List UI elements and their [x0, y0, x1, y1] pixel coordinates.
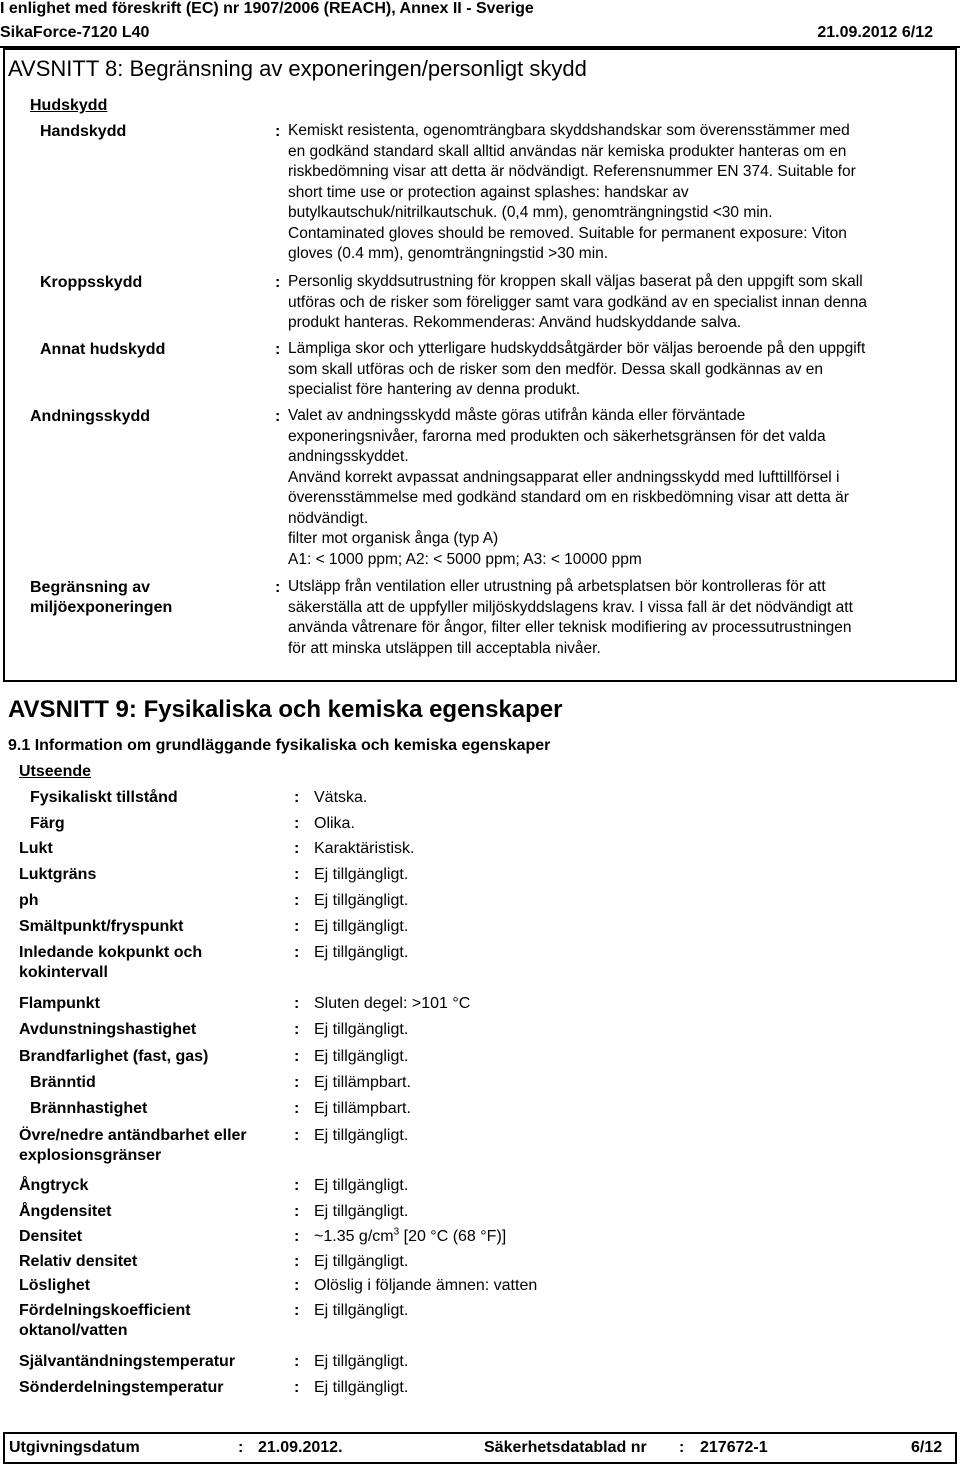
date-page: 21.09.2012 6/12 — [817, 24, 933, 41]
text-line: använda våtrenare för ångor, filter eller teknisk modifiering av processutrustningen — [288, 619, 852, 636]
text-line: exponeringsnivåer, farorna med produkten och säkerhetsgränsen för det valda — [288, 427, 826, 445]
environmental-exposure-text — [288, 577, 853, 659]
prop-value-evaporation-rate: Ej tillgängligt. — [314, 1021, 409, 1038]
prop-label-color: Färg — [30, 815, 65, 832]
label-other-skin-protection: Annat hudskydd — [40, 341, 166, 358]
text-line: en godkänd standard skall alltid användas när kemiska produkter hanteras om en — [288, 142, 847, 160]
label-respiratory-protection: Andningsskydd — [30, 408, 151, 425]
prop-value-flammability: Ej tillgängligt. — [314, 1048, 409, 1065]
prop-value-odor-threshold: Ej tillgängligt. — [314, 866, 409, 883]
prop-value-physical-state: Vätska. — [314, 789, 368, 806]
label-line: Fördelningskoefficient — [19, 1302, 191, 1319]
colon: : — [275, 579, 281, 596]
text-line: filter mot organisk ånga (typ A) — [288, 530, 499, 547]
colon: : — [294, 1177, 300, 1194]
colon: : — [275, 123, 281, 140]
colon: : — [294, 789, 300, 806]
text-line: gloves (0.4 mm), genomträngningstid >30 min. — [288, 245, 609, 262]
prop-value-relative-density: Ej tillgängligt. — [314, 1253, 409, 1270]
prop-label-solubility: Löslighet — [19, 1277, 91, 1294]
label-line: Begränsning av — [30, 579, 151, 596]
prop-label-autoignition-temperature: Självantändningstemperatur — [19, 1353, 236, 1370]
footer-issue-label: Utgivningsdatum — [9, 1439, 140, 1456]
text-line: utföras och de risker som föreligger samt vara godkänd av en specialist innan denna — [288, 293, 867, 311]
prop-value-vapor-density: Ej tillgängligt. — [314, 1203, 409, 1220]
prop-label-explosion-limits — [19, 1126, 247, 1166]
hand-protection-text — [288, 121, 856, 265]
colon: : — [294, 918, 300, 935]
prop-value-boiling-point: Ej tillgängligt. — [314, 944, 409, 961]
colon: : — [294, 1100, 300, 1117]
colon: : — [679, 1439, 685, 1456]
appearance-heading: Utseende — [19, 763, 92, 780]
footer-page: 6/12 — [911, 1439, 943, 1456]
colon: : — [275, 408, 281, 425]
body-protection-text — [288, 272, 867, 334]
colon: : — [294, 944, 300, 961]
respiratory-protection-text — [288, 406, 849, 570]
label-line: Inledande kokpunkt och — [19, 944, 203, 961]
prop-value-vapor-pressure: Ej tillgängligt. — [314, 1177, 409, 1194]
prop-label-odor: Lukt — [19, 840, 53, 857]
prop-value-density — [314, 1227, 506, 1247]
colon: : — [294, 1074, 300, 1091]
document-header — [0, 0, 960, 46]
prop-label-melting-point: Smältpunkt/fryspunkt — [19, 918, 184, 935]
section9-subtitle: 9.1 Information om grundläggande fysikaliska och kemiska egenskaper — [8, 737, 551, 754]
footer-box — [3, 1432, 957, 1464]
prop-value-color: Olika. — [314, 815, 355, 832]
prop-label-vapor-density: Ångdensitet — [19, 1203, 112, 1220]
label-line: Övre/nedre antändbarhet eller — [19, 1127, 247, 1144]
text-line: short time use or protection against splashes: handskar av — [288, 183, 689, 201]
colon: : — [294, 815, 300, 832]
colon: : — [294, 1379, 300, 1396]
prop-value-burn-time: Ej tillämpbart. — [314, 1074, 411, 1091]
colon: : — [294, 1353, 300, 1370]
label-line: oktanol/vatten — [19, 1322, 128, 1339]
footer-sds-label: Säkerhetsdatablad nr — [484, 1439, 647, 1456]
section8-title: AVSNITT 8: Begränsning av exponeringen/personligt skydd — [8, 56, 587, 81]
section9-title: AVSNITT 9: Fysikaliska och kemiska egenskaper — [8, 696, 563, 723]
prop-label-odor-threshold: Luktgräns — [19, 866, 97, 883]
text-line: A1: < 1000 ppm; A2: < 5000 ppm; A3: < 10000 ppm — [288, 550, 642, 568]
text-line: som skall utföras och de risker som den medför. Dessa skall godkännas av en — [288, 360, 824, 378]
density-conditions: [20 °C (68 °F)] — [399, 1228, 507, 1245]
prop-label-evaporation-rate: Avdunstningshastighet — [19, 1021, 197, 1038]
text-line: överensstämmelse med godkänd standard om en riskbedömning visar att detta är — [288, 489, 849, 506]
text-line: produkt hanteras. Rekommenderas: Använd hudskyddande salva. — [288, 314, 742, 331]
prop-value-decomposition-temperature: Ej tillgängligt. — [314, 1379, 409, 1396]
text-line: riskbedömning visar att detta är nödvändigt. Referensnummer EN 374. Suitable for — [288, 163, 856, 180]
text-line: Lämpliga skor och ytterligare hudskyddsåtgärder bör väljas beroende på den uppgift — [288, 340, 866, 357]
colon: : — [294, 892, 300, 909]
prop-label-flash-point: Flampunkt — [19, 995, 100, 1012]
footer-issue-date: 21.09.2012. — [258, 1439, 343, 1456]
label-line: explosionsgränser — [19, 1147, 162, 1164]
prop-value-explosion-limits: Ej tillgängligt. — [314, 1127, 409, 1144]
colon: : — [294, 1048, 300, 1065]
text-line: specialist före hantering av denna produkt. — [288, 381, 581, 398]
colon: : — [294, 866, 300, 883]
prop-value-partition-coefficient: Ej tillgängligt. — [314, 1302, 409, 1319]
label-body-protection: Kroppsskydd — [40, 274, 143, 291]
prop-label-decomposition-temperature: Sönderdelningstemperatur — [19, 1379, 224, 1396]
text-line: butylkautschuk/nitrilkautschuk. (0,4 mm), genomträngningstid <30 min. — [288, 204, 773, 221]
text-line: Kemiskt resistenta, ogenomträngbara skyddshandskar som överensstämmer med — [288, 122, 850, 139]
product-name: SikaForce-7120 L40 — [0, 24, 150, 41]
colon: : — [294, 1253, 300, 1270]
prop-label-flammability: Brandfarlighet (fast, gas) — [19, 1048, 209, 1065]
colon: : — [294, 1302, 300, 1319]
text-line: nödvändigt. — [288, 509, 369, 527]
prop-label-burn-rate: Brännhastighet — [30, 1100, 148, 1117]
colon: : — [275, 274, 281, 291]
prop-label-partition-coefficient — [19, 1301, 191, 1341]
prop-label-boiling-point — [19, 943, 202, 983]
label-environmental-exposure — [30, 578, 172, 618]
prop-value-flash-point: Sluten degel: >101 °C — [314, 995, 471, 1012]
label-line: kokintervall — [19, 964, 108, 981]
prop-value-melting-point: Ej tillgängligt. — [314, 918, 409, 935]
density-exponent: 3 — [393, 1226, 400, 1238]
text-line: Valet av andningsskydd måste göras utifrån kända eller förväntade — [288, 407, 746, 424]
colon: : — [238, 1439, 244, 1456]
colon: : — [294, 1127, 300, 1144]
text-line: Contaminated gloves should be removed. Suitable for permanent exposure: Viton — [288, 224, 847, 242]
prop-label-vapor-pressure: Ångtryck — [19, 1177, 89, 1194]
density-value: ~1.35 g/cm — [314, 1228, 394, 1245]
text-line: Använd korrekt avpassat andningsapparat eller andningsskydd med lufttillförsel i — [288, 468, 840, 486]
colon: : — [294, 1277, 300, 1294]
prop-value-autoignition-temperature: Ej tillgängligt. — [314, 1353, 409, 1370]
colon: : — [294, 840, 300, 857]
colon: : — [294, 1021, 300, 1038]
footer-sds-number: 217672-1 — [700, 1439, 768, 1456]
text-line: säkerställa att de uppfyller miljöskyddslagens krav. I vissa fall är det nödvändigt att — [288, 598, 853, 616]
colon: : — [294, 995, 300, 1012]
prop-label-burn-time: Bränntid — [30, 1074, 96, 1091]
text-line: andningsskyddet. — [288, 448, 409, 465]
prop-label-density: Densitet — [19, 1228, 83, 1245]
prop-value-ph: Ej tillgängligt. — [314, 892, 409, 909]
prop-label-ph: ph — [19, 892, 39, 909]
prop-label-physical-state: Fysikaliskt tillstånd — [30, 789, 178, 806]
label-line: miljöexponeringen — [30, 599, 173, 616]
regulation-line: I enlighet med föreskrift (EC) nr 1907/2006 (REACH), Annex II - Sverige — [0, 0, 534, 17]
skin-protection-heading: Hudskydd — [30, 97, 108, 114]
product-line — [0, 24, 933, 42]
colon: : — [294, 1228, 300, 1245]
colon: : — [294, 1203, 300, 1220]
prop-value-solubility: Olöslig i följande ämnen: vatten — [314, 1277, 538, 1294]
text-line: Utsläpp från ventilation eller utrustning på arbetsplatsen bör kontrolleras för att — [288, 578, 826, 595]
prop-label-relative-density: Relativ densitet — [19, 1253, 138, 1270]
text-line: Personlig skyddsutrustning för kroppen skall väljas baserat på den uppgift som skall — [288, 273, 863, 290]
label-hand-protection: Handskydd — [40, 123, 127, 140]
prop-value-odor: Karaktäristisk. — [314, 840, 415, 857]
text-line: för att minska utsläppen till acceptabla nivåer. — [288, 639, 601, 657]
other-skin-protection-text — [288, 339, 865, 401]
colon: : — [275, 341, 281, 358]
prop-value-burn-rate: Ej tillämpbart. — [314, 1100, 411, 1117]
